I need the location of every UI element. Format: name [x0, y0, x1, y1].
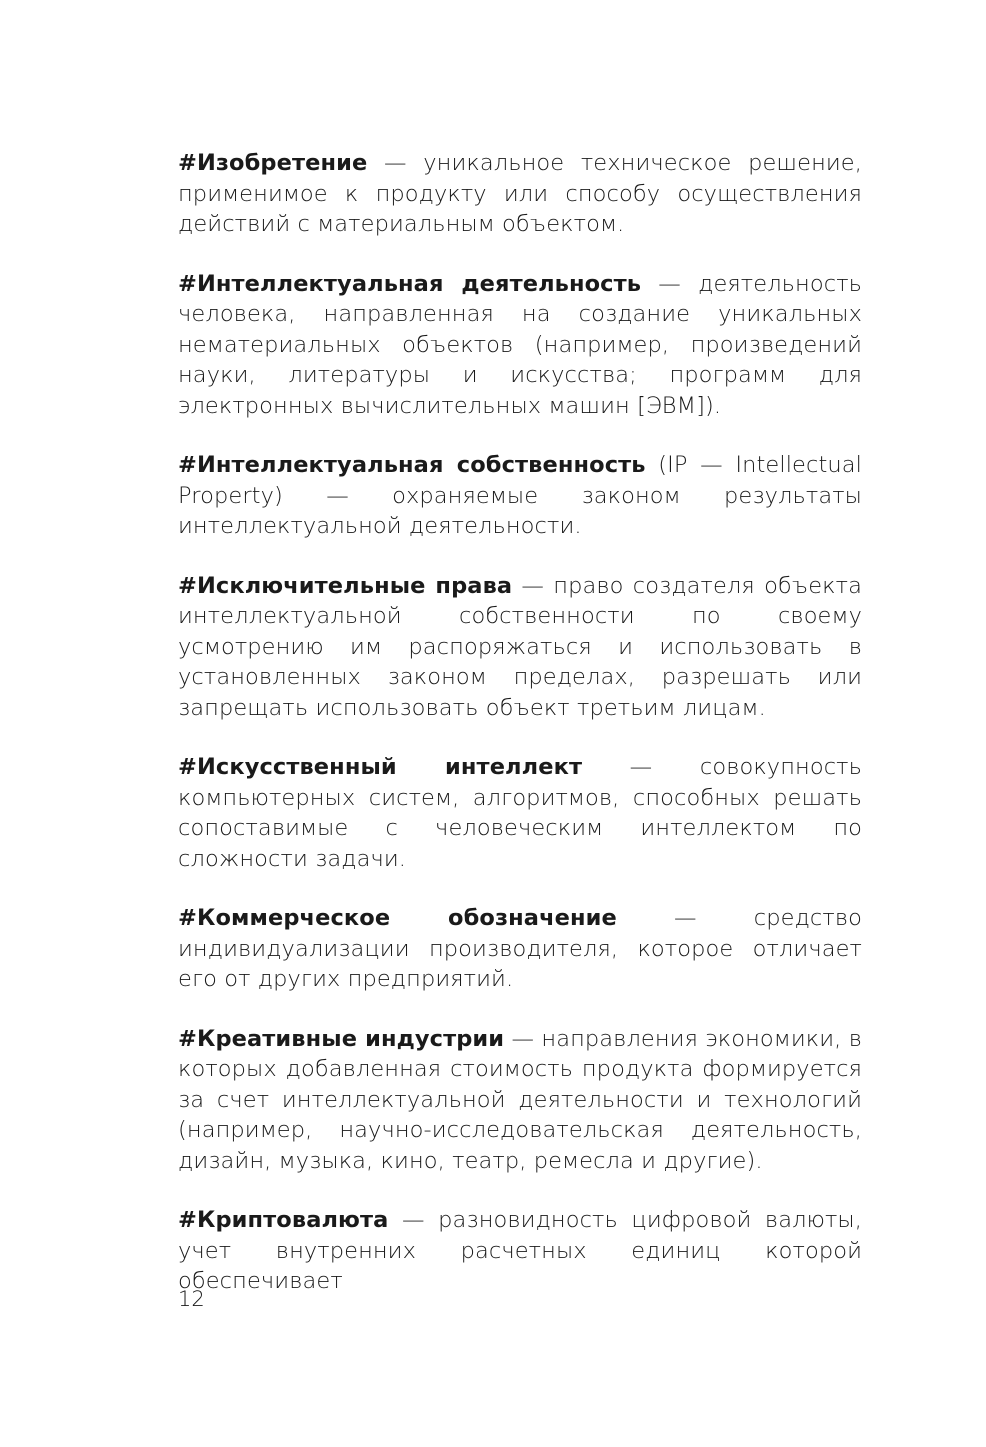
glossary-definition: — направления экономики, в которых добавленная стоимость продукта формируется за счет интеллектуальной деятельности и технологий (например, научно-исследовательская деятельность, дизайн, музыка, кино, театр, ремесла и другие).: [178, 1025, 862, 1174]
glossary-entry-exclusive-rights: [178, 571, 862, 724]
glossary-entry-artificial-intelligence: [178, 752, 862, 874]
glossary-page: [178, 148, 862, 1326]
glossary-entry-intellectual-activity: [178, 269, 862, 422]
glossary-term: #Интеллектуальная собственность: [178, 452, 646, 478]
glossary-entry-creative-industries: [178, 1024, 862, 1177]
glossary-term: #Коммерческое обозначение: [178, 905, 617, 931]
glossary-definition: — уникальное техническое решение, применимое к продукту или способу осуществления действий с материальным объектом.: [178, 150, 862, 237]
glossary-term: #Изобретение: [178, 150, 368, 176]
page-number: 12: [178, 1287, 205, 1311]
glossary-term: #Исключительные права: [178, 572, 513, 599]
glossary-entry-invention: [178, 148, 862, 240]
glossary-term: #Искусственный интеллект: [178, 754, 583, 780]
glossary-definition: — деятельность человека, направленная на создание уникальных нематериальных объектов (например, произведений науки, литературы и искусства; программ для электронных вычислительных машин [ЭВМ]).: [178, 270, 863, 419]
glossary-definition: — средство индивидуализации производителя, которое отличает его от других предприятий.: [178, 905, 862, 992]
glossary-entry-cryptocurrency: [178, 1205, 862, 1297]
glossary-term: #Креативные индустрии: [178, 1025, 505, 1052]
glossary-definition: — право создателя объекта интеллектуальной собственности по своему усмотрению им распоряжаться и использовать в установленных законом пределах, разрешать или запрещать использовать объект третьим лицам.: [178, 572, 862, 721]
glossary-definition: — разновидность цифровой валюты, учет внутренних расчетных единиц которой обеспечивает: [178, 1207, 862, 1294]
glossary-term: #Интеллектуальная деятельность: [178, 270, 642, 297]
glossary-term: #Криптовалюта: [178, 1207, 389, 1233]
glossary-entry-commercial-designation: [178, 903, 862, 995]
glossary-definition: — совокупность компьютерных систем, алгоритмов, способных решать сопоставимые с человеческим интеллектом по сложности задачи.: [178, 754, 862, 872]
glossary-entry-intellectual-property: [178, 450, 862, 542]
glossary-definition: (IP — Intellectual Property) — охраняемые законом результаты интеллектуальной деятельности.: [178, 452, 862, 539]
